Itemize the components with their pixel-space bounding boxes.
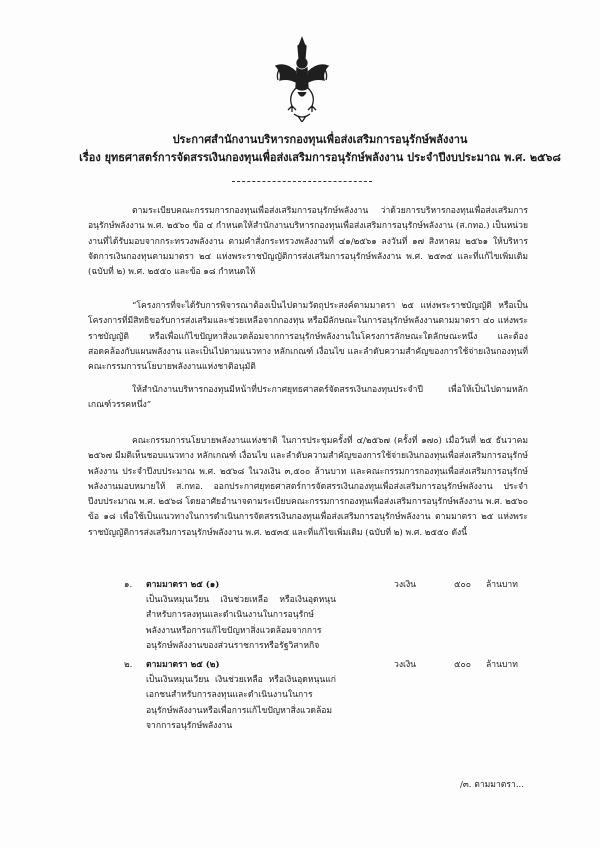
item-amount-label: วงเงิน bbox=[394, 660, 417, 670]
paragraph-2-quote: “โครงการที่จะได้รับการพิจารณาต้องเป็นไปตามวัตถุประสงค์ตามมาตรา ๒๕ แห่งพระราชบัญญัติ หรือเป็นโครงการที่มีสิทธิขอรับการส่งเสริมและช่วยเหลือจากกองทุน หรือมีลักษณะในการอนุรักษ์พลังงานตามมาตรา ๔๐ แห่งพระราชบัญญัติ หรือเพื่อแก้ไขปัญหาสิ่งแวดล้อมจากการอนุรักษ์พลังงานในโครงการลักษณะใดลักษณะหนึ่ง และต้องสอดคล้องกับแผนพลังงาน และเป็นไปตามแนวทาง หลักเกณฑ์ เงื่อนไข และลำดับความสำคัญของการใช้จ่ายเงินกองทุนที่คณะกรรมการนโยบายพลังงานแห่งชาติอนุมัติ bbox=[88, 301, 528, 373]
page-continuation: /๓. ตามมาตรา... bbox=[460, 780, 525, 790]
paragraph-3-quote: ให้สำนักงานบริหารกองทุนมีหน้าที่ประกาศยุทธศาสตร์จัดสรรเงินกองทุนประจำปี เพื่อให้เป็นไปตามหลักเกณฑ์วรรคหนึ่ง” bbox=[88, 385, 528, 411]
allocation-item bbox=[88, 658, 528, 738]
item-heading: ตามมาตรา ๒๕ (๑) bbox=[146, 580, 220, 590]
item-amount: ๕๐๐ bbox=[454, 580, 471, 590]
item-description: เป็นเงินหมุนเวียน เงินช่วยเหลือ หรือเงินอุดหนุนสำหรับการลงทุนและดำเนินงานในการอนุรักษ์พลังงานหรือการแก้ไขปัญหาสิ่งแวดล้อมจากการอนุรักษ์พลังงานของส่วนราชการหรือรัฐวิสาหกิจ bbox=[146, 595, 336, 651]
item-amount-unit: ล้านบาท bbox=[486, 660, 518, 670]
document-subject: เรื่อง ยุทธศาสตร์การจัดสรรเงินกองทุนเพื่อส่งเสริมการอนุรักษ์พลังงาน ประจำปีงบประมาณ พ.ศ. ๒๕๖๘ bbox=[79, 151, 561, 164]
item-number: ๒. bbox=[124, 660, 133, 670]
allocation-item bbox=[88, 578, 528, 658]
item-amount: ๕๐๐ bbox=[454, 660, 471, 670]
item-number: ๑. bbox=[124, 580, 133, 590]
item-amount-label: วงเงิน bbox=[394, 580, 417, 590]
garuda-emblem-icon bbox=[272, 36, 332, 122]
paragraph-4: คณะกรรมการนโยบายพลังงานแห่งชาติ ในการประชุมครั้งที่ ๔/๒๕๖๗ (ครั้งที่ ๑๗๐) เมื่อวันที่ ๒๕ ธันวาคม ๒๕๖๗ มีมติเห็นชอบแนวทาง หลักเกณฑ์ เงื่อนไข และลำดับความสำคัญของการใช้จ่ายเงินกองทุนเพื่อส่งเสริมการอนุรักษ์พลังงาน ประจำปีงบประมาณ พ.ศ. ๒๕๖๘ ในวงเงิน ๓,๕๐๐ ล้านบาท และคณะกรรมการกองทุนเพื่อส่งเสริมการอนุรักษ์พลังงานมอบหมายให้ ส.กทอ. ออกประกาศยุทธศาสตร์การจัดสรรเงินกองทุนเพื่อส่งเสริมการอนุรักษ์พลังงาน ประจำปีงบประมาณ พ.ศ. ๒๕๖๘ โดยอาศัยอำนาจตามระเบียบคณะกรรมการกองทุนเพื่อส่งเสริมการอนุรักษ์พลังงาน พ.ศ. ๒๕๖๐ ข้อ ๑๘ เพื่อใช้เป็นแนวทางในการดำเนินการจัดสรรเงินกองทุนเพื่อส่งเสริมการอนุรักษ์พลังงาน ตามมาตรา ๒๕ แห่งพระราชบัญญัติการส่งเสริมการอนุรักษ์พลังงาน พ.ศ. ๒๕๓๕ และที่แก้ไขเพิ่มเติม (ฉบับที่ ๒) พ.ศ. ๒๕๕๐ ดังนี้ bbox=[88, 436, 528, 538]
document-title: ประกาศสำนักงานบริหารกองทุนเพื่อส่งเสริมการอนุรักษ์พลังงาน bbox=[172, 133, 468, 146]
paragraph-1: ตามระเบียบคณะกรรมการกองทุนเพื่อส่งเสริมการอนุรักษ์พลังงาน ว่าด้วยการบริหารกองทุนเพื่อส่งเสริมการอนุรักษ์พลังงาน พ.ศ. ๒๕๖๐ ข้อ ๔ กำหนดให้สำนักงานบริหารกองทุนเพื่อส่งเสริมการอนุรักษ์พลังงาน (ส.กทอ.) เป็นหน่วยงานที่ได้รับมอบจากกระทรวงพลังงาน ตามคำสั่งกระทรวงพลังงานที่ ๔๑/๒๕๖๑ ลงวันที่ ๑๗ สิงหาคม ๒๕๖๑ ให้บริหารจัดการเงินกองทุนตามมาตรา ๒๔ แห่งพระราชบัญญัติการส่งเสริมการอนุรักษ์พลังงาน พ.ศ. ๒๕๓๕ และที่แก้ไขเพิ่มเติม (ฉบับที่ ๒) พ.ศ. ๒๕๕๐ และข้อ ๑๘ กำหนดให้ bbox=[88, 206, 528, 278]
title-divider bbox=[232, 181, 372, 182]
item-amount-unit: ล้านบาท bbox=[486, 580, 518, 590]
item-description: เป็นเงินหมุนเวียน เงินช่วยเหลือ หรือเงินอุดหนุนแก่เอกชนสำหรับการลงทุนและดำเนินงานในการอนุรักษ์พลังงานหรือเพื่อการแก้ไขปัญหาสิ่งแวดล้อมจากการอนุรักษ์พลังงาน bbox=[146, 675, 336, 731]
item-heading: ตามมาตรา ๒๕ (๒) bbox=[146, 660, 220, 670]
